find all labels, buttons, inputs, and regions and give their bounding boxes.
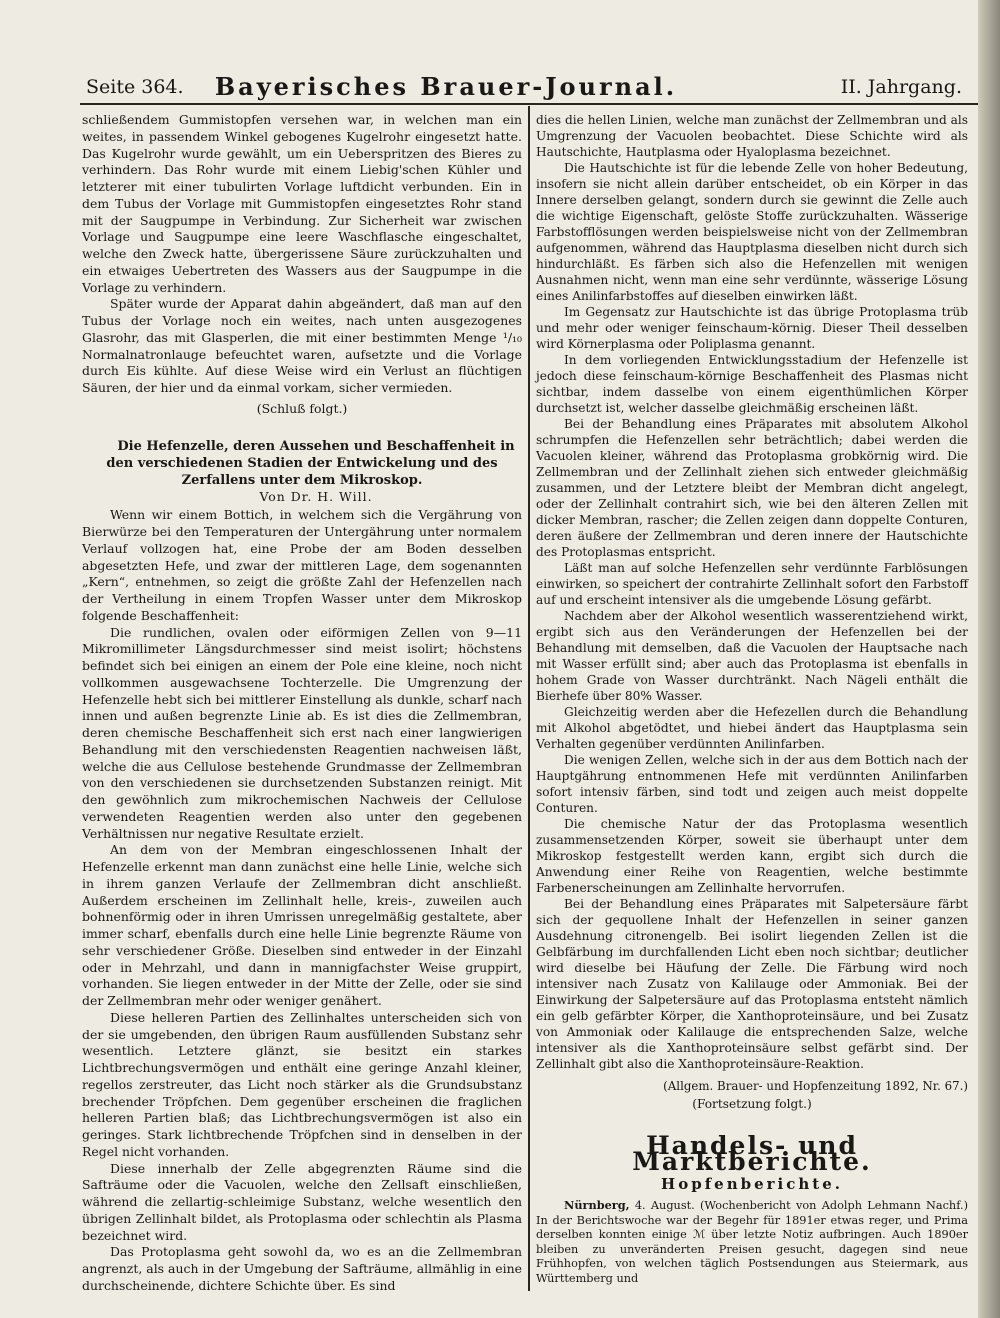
paragraph: Diese helleren Partien des Zellinhaltes unterscheiden sich von der sie umgebenden, den übrigen Raum ausfüllenden Substanz sehr wesentlich. Letztere glänzt, sie besitzt ein starkes Lichtbrechungsvermögen und enthält eine geringe Anzahl kleiner, regellos zerstreuter, das Licht noch stärker als die Grundsubstanz brechender Tröpfchen. Dem gegenüber erscheinen die fraglichen helleren Partien blaß; das Lichtbrechungsvermögen ist also ein geringes. Stark lichtbrechende Tröpfchen sind in denselben in der Regel nicht vorhanden. [82,1009,522,1159]
column-rule [528,106,530,1291]
paragraph: schließendem Gummistopfen versehen war, in welchen man ein weites, in passendem Winkel gebogenes Kugelrohr eingesetzt hatte. Das Kugelrohr wurde gewählt, um ein Ueberspritzen des Bieres zu verhindern. Das Rohr wurde mit einem Liebig'schen Kühler und letzterer mit einer tubulirten Vorlage luftdicht verbunden. Ein in dem Tubus der Vorlage mit Gummistopfen eingesetztes Rohr stand mit der Saugpumpe in Verbindung. Zur Sicherheit war zwischen Vorlage und Saugpumpe eine leere Waschflasche eingeschaltet, welche den Zweck hatte, übergerissene Säure zurückzuhalten und ein etwaiges Uebertreten des Wassers aus der Saugpumpe in die Vorlage zu verhindern. [82,112,522,295]
paragraph: Läßt man auf solche Hefenzellen sehr verdünnte Farblösungen einwirken, so speichert der contrahirte Zellinhalt sofort den Farbstoff auf und erscheint intensiver als die umgebende Lösung gefärbt. [536,561,968,607]
source-citation: (Allgem. Brauer- und Hopfenzeitung 1892, Nr. 67.) [663,1079,968,1093]
paragraph: Die rundlichen, ovalen oder eiförmigen Zellen von 9—11 Mikromillimeter Längsdurchmesser sind meist isolirt; höchstens befindet sich bei einigen an einem der Pole eine kleine, noch nicht vollkommen ausgewachsene Tochterzelle. Die Umgrenzung der Hefenzelle hebt sich bei mittlerer Einstellung als dunkle, scharf nach innen und außen begrenzte Linie ab. Es ist dies die Zellmembran, deren chemische Beschaffenheit sich erst nach einer langwierigen Behandlung mit den verschiedensten Reagentien nachweisen läßt, welche die aus Cellulose bestehende Grundmasse der Zellmembran von den verschiedenen sie durchsetzenden Substanzen reinigt. Mit den gewöhnlich zum mikrochemischen Nachweis der Cellulose verwendeten Reagentien werden also unter den gegebenen Verhältnissen nur negative Resultate erzielt. [82,624,522,841]
paragraph: Die Hautschichte ist für die lebende Zelle von hoher Bedeutung, insofern sie nicht allein darüber entscheidet, ob ein Körper in das Innere derselben gelangt, sondern durch sie gewinnt die Zelle auch die wichtige Eigenschaft, gelöste Stoffe zurückzuhalten. Wässerige Farbstofflösungen werden beispielsweise nicht von der Zellmembran aufgenommen, während das Hauptplasma dieselben nicht durch sich hindurchläßt. Es färben sich also die Hefenzellen mit wenigen Ausnahmen nicht, wenn man eine sehr verdünnte, wässerige Lösung eines Anilinfarbstoffes auf dieselben einwirken läßt. [536,161,968,303]
journal-title: Bayerisches Brauer-Journal. [214,72,678,101]
volume-label: II. Jahrgang. [840,76,962,98]
subsection-title: Hopfenberichte. [661,1175,843,1193]
paragraph: Wenn wir einem Bottich, in welchem sich die Vergährung von Bierwürze bei den Temperaturen der Untergährung unter normalem Verlauf vollzogen hat, eine Probe der am Boden desselben abgesetzten Hefe, und zwar der mittleren Lage, dem sogenannten „Kern“, entnehmen, so zeigt die größte Zahl der Hefenzellen nach der Vertheilung in einem Tropfen Wasser unter dem Mikroskop folgende Beschaffenheit: [82,507,522,623]
paragraph: Bei der Behandlung eines Präparates mit Salpetersäure färbt sich der gequollene Inhalt der Hefenzellen in seiner ganzen Ausdehnung citronengelb. Bei isolirt liegenden Zellen ist die Gelbfärbung im durchfallenden Licht eben noch sichtbar; deutlicher wird dieselbe bei Häufung der Zelle. Die Färbung wird noch intensiver nach Zusatz von Kalilauge oder Ammoniak. Bei der Einwirkung der Salpetersäure auf das Protoplasma entsteht nämlich ein gelb gefärbter Körper, die Xanthoproteinsäure, und bei Zusatz von Ammoniak oder Kalilauge die entsprechenden Salze, welche intensiver als die Xanthoproteinsäure selbst gefärbt sind. Der Zellinhalt gibt also die Xanthoproteinsäure-Reaktion. [536,897,968,1071]
closing-note: (Schluß folgt.) [256,400,348,416]
paragraph: dies die hellen Linien, welche man zunächst der Zellmembran und als Umgrenzung der Vacuolen beobachtet. Diese Schichte wird als Hautschichte, Hautplasma oder Hyaloplasma bezeichnet. [536,113,968,159]
paragraph: Gleichzeitig werden aber die Hefezellen durch die Behandlung mit Alkohol abgetödtet, und hiebei ändert das Hauptplasma sein Verhalten gegenüber verdünnten Anilinfarben. [536,705,968,751]
market-place: Nürnberg, [564,1198,630,1212]
market-report-text: 4. August. (Wochenbericht von Adolph Lehmann Nachf.) In der Berichtswoche war der Begehr für 1891er etwas reger, und Prima derselben konnten einige ℳ über letzte Notiz aufbringen. Auch 1890er bleiben zu unveränderten Preisen gesucht, dagegen sind neue Frühhopfen, von welchen täglich Postsendungen aus Steiermark, aus Württemberg und [536,1199,968,1285]
right-column [536,112,968,1287]
page-edge [978,0,1000,1318]
left-column [82,112,522,1295]
continuation-note: (Fortsetzung folgt.) [692,1097,812,1111]
paragraph: Nachdem aber der Alkohol wesentlich wasserentziehend wirkt, ergibt sich aus den Veränderungen der Hefenzellen bei der Behandlung mit demselben, daß die Vacuolen der Hauptsache nach mit Wasser erfüllt sind; aber auch das Protoplasma ist ebenfalls in hohem Grade von Wasser durchtränkt. Nach Nägeli enthält die Bierhefe über 80% Wasser. [536,609,968,703]
paragraph: Die chemische Natur der das Protoplasma wesentlich zusammensetzenden Körper, soweit sie überhaupt unter dem Mikroskop festgestellt werden kann, ergibt sich durch die Anwendung einer Reihe von Reagentien, welche bestimmte Farbenerscheinungen am Zellinhalte hervorrufen. [536,817,968,895]
header-rule [80,103,978,105]
paragraph: Später wurde der Apparat dahin abgeändert, daß man auf den Tubus der Vorlage noch ein weites, nach unten ausgezogenes Glasrohr, das mit Glasperlen, die mit einer bestimmten Menge ¹/₁₀ Normalnatronlauge befeuchtet waren, aufsetzte und die Vorlage durch Eis kühlte. Auf diese Weise wird ein Verlust an flüchtigen Säuren, der hier und da einmal vorkam, sicher vermieden. [82,296,522,395]
paragraph: Diese innerhalb der Zelle abgegrenzten Räume sind die Safträume oder die Vacuolen, welche den Zellsaft einschließen, während die zellartig-schleimige Substanz, welche wesentlich den übrigen Zellinhalt bildet, als Protoplasma oder schlechtin als Plasma bezeichnet wird. [82,1160,522,1243]
market-report [536,1198,968,1287]
page-header [86,72,986,102]
paragraph: Im Gegensatz zur Hautschichte ist das übrige Protoplasma trüb und mehr oder weniger feinschaum-körnig. Dieser Theil desselben wird Körnerplasma oder Poliplasma genannt. [536,305,968,351]
section-title: Handels- und Marktberichte. [632,1131,872,1176]
paragraph: Die wenigen Zellen, welche sich in der aus dem Bottich nach der Hauptgährung entnommenen Hefe mit verdünnten Anilinfarben sofort intensiv färben, sind todt und zeigen auch meist doppelte Conturen. [536,753,968,815]
page-number: Seite 364. [86,76,184,98]
article-title: Die Hefenzelle, deren Aussehen und Beschaffenheit in den verschiedenen Stadien der Entwickelung und des Zerfallens unter dem Mikroskop. [106,438,515,488]
paragraph: An dem von der Membran eingeschlossenen Inhalt der Hefenzelle erkennt man dann zunächst eine helle Linie, welche sich in ihrem ganzen Verlaufe der Zellmembran dicht anschließt. Außerdem erscheinen im Zellinhalt helle, kreis-, zuweilen auch bohnenförmig oder in ihren Umrissen unregelmäßig gestaltete, aber immer scharf, ebenfalls durch eine helle Linie begrenzte Räume von sehr verschiedener Größe. Dieselben sind entweder in der Einzahl oder in Mehrzahl, und dann in mannigfachster Weise gruppirt, vorhanden. Sie liegen entweder in der Mitte der Zelle, oder sie sind der Zellmembran mehr oder weniger genähert. [82,842,522,1008]
paragraph: Bei der Behandlung eines Präparates mit absolutem Alkohol schrumpfen die Hefenzellen sehr beträchtlich; dabei werden die Vacuolen kleiner, während das Protoplasma grobkörnig wird. Die Zellmembran und der Zellinhalt ziehen sich entweder gleichmäßig zusammen, und der Letztere bleibt der Membran dicht angelegt, oder der Zellinhalt contrahirt sich, wie bei den älteren Zellen mit dicker Membran, rascher; die Zellen zeigen dann doppelte Conturen, deren äußere der Zellmembran und deren innere der Hautschichte des Protoplasmas entspricht. [536,417,968,559]
paragraph: Das Protoplasma geht sowohl da, wo es an die Zellmembran angrenzt, als auch in der Umgebung der Safträume, allmählig in eine durchscheinende, dichtere Schichte über. Es sind [82,1244,522,1293]
article-author: Von Dr. H. Will. [259,488,373,504]
paragraph: In dem vorliegenden Entwicklungsstadium der Hefenzelle ist jedoch diese feinschaum-körnige Beschaffenheit des Plasmas nicht sichtbar, indem dasselbe von einem eigenthümlichen Körper durchsetzt ist, welcher dasselbe gleichmäßig erscheinen läßt. [536,353,968,415]
